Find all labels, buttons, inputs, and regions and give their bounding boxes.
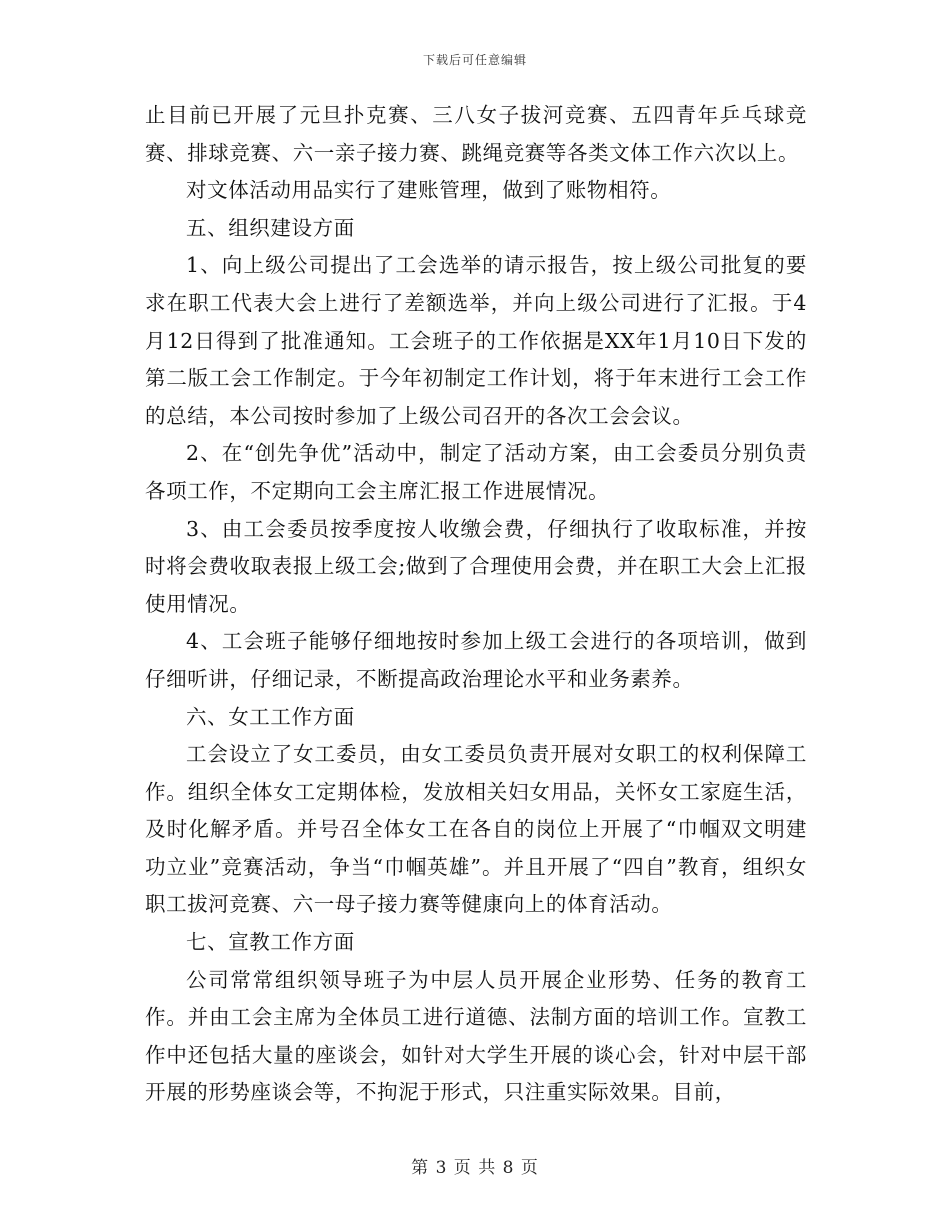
page-header: 下载后可任意编辑 bbox=[422, 53, 527, 67]
paragraph: 工会设立了女工委员，由女工委员负责开展对女职工的权利保障工作。组织全体女工定期体检，发放相关妇女用品，关怀女工家庭生活，及时化解矛盾。并号召全体女工在各自的岗位上开展了“巾帼双文明建功立业”竞赛活动，争当“巾帼英雄”。并且开展了“四自”教育，组织女职工拔河竞赛、六一母子接力赛等健康向上的体育活动。 bbox=[145, 742, 807, 917]
section-heading: 六、女工工作方面 bbox=[186, 704, 355, 729]
section-heading: 五、组织建设方面 bbox=[186, 215, 355, 240]
paragraph: 2、在“创先争优”活动中，制定了活动方案，由工会委员分别负责各项工作，不定期向工会主席汇报工作进展情况。 bbox=[145, 441, 807, 503]
paragraph: 对文体活动用品实行了建账管理，做到了账物相符。 bbox=[186, 178, 672, 203]
paragraph: 3、由工会委员按季度按人收缴会费，仔细执行了收取标准，并按时将会费收取表报上级工会;做到了合理使用会费，并在职工大会上汇报使用情况。 bbox=[145, 516, 807, 616]
paragraph: 4、工会班子能够仔细地按时参加上级工会进行的各项培训，做到仔细听讲，仔细记录，不断提高政治理论水平和业务素养。 bbox=[145, 629, 807, 691]
paragraph: 1、向上级公司提出了工会选举的请示报告，按上级公司批复的要求在职工代表大会上进行了差额选举，并向上级公司进行了汇报。于4月12日得到了批准通知。工会班子的工作依据是XX年1月10日下发的第二版工会工作制定。于今年初制定工作计划，将于年末进行工会工作的总结，本公司按时参加了上级公司召开的各次工会会议。 bbox=[145, 253, 807, 428]
section-heading: 七、宣教工作方面 bbox=[186, 930, 355, 955]
paragraph: 止目前已开展了元旦扑克赛、三八女子拔河竞赛、五四青年乒乓球竞赛、排球竞赛、六一亲子接力赛、跳绳竞赛等各类文体工作六次以上。 bbox=[145, 103, 807, 165]
paragraph: 公司常常组织领导班子为中层人员开展企业形势、任务的教育工作。并由工会主席为全体员工进行道德、法制方面的培训工作。宣教工作中还包括大量的座谈会，如针对大学生开展的谈心会，针对中层干部开展的形势座谈会等，不拘泥于形式，只注重实际效果。目前， bbox=[145, 967, 807, 1105]
page-footer: 第 3 页 共 8 页 bbox=[411, 1158, 539, 1178]
document-body bbox=[145, 97, 807, 1112]
